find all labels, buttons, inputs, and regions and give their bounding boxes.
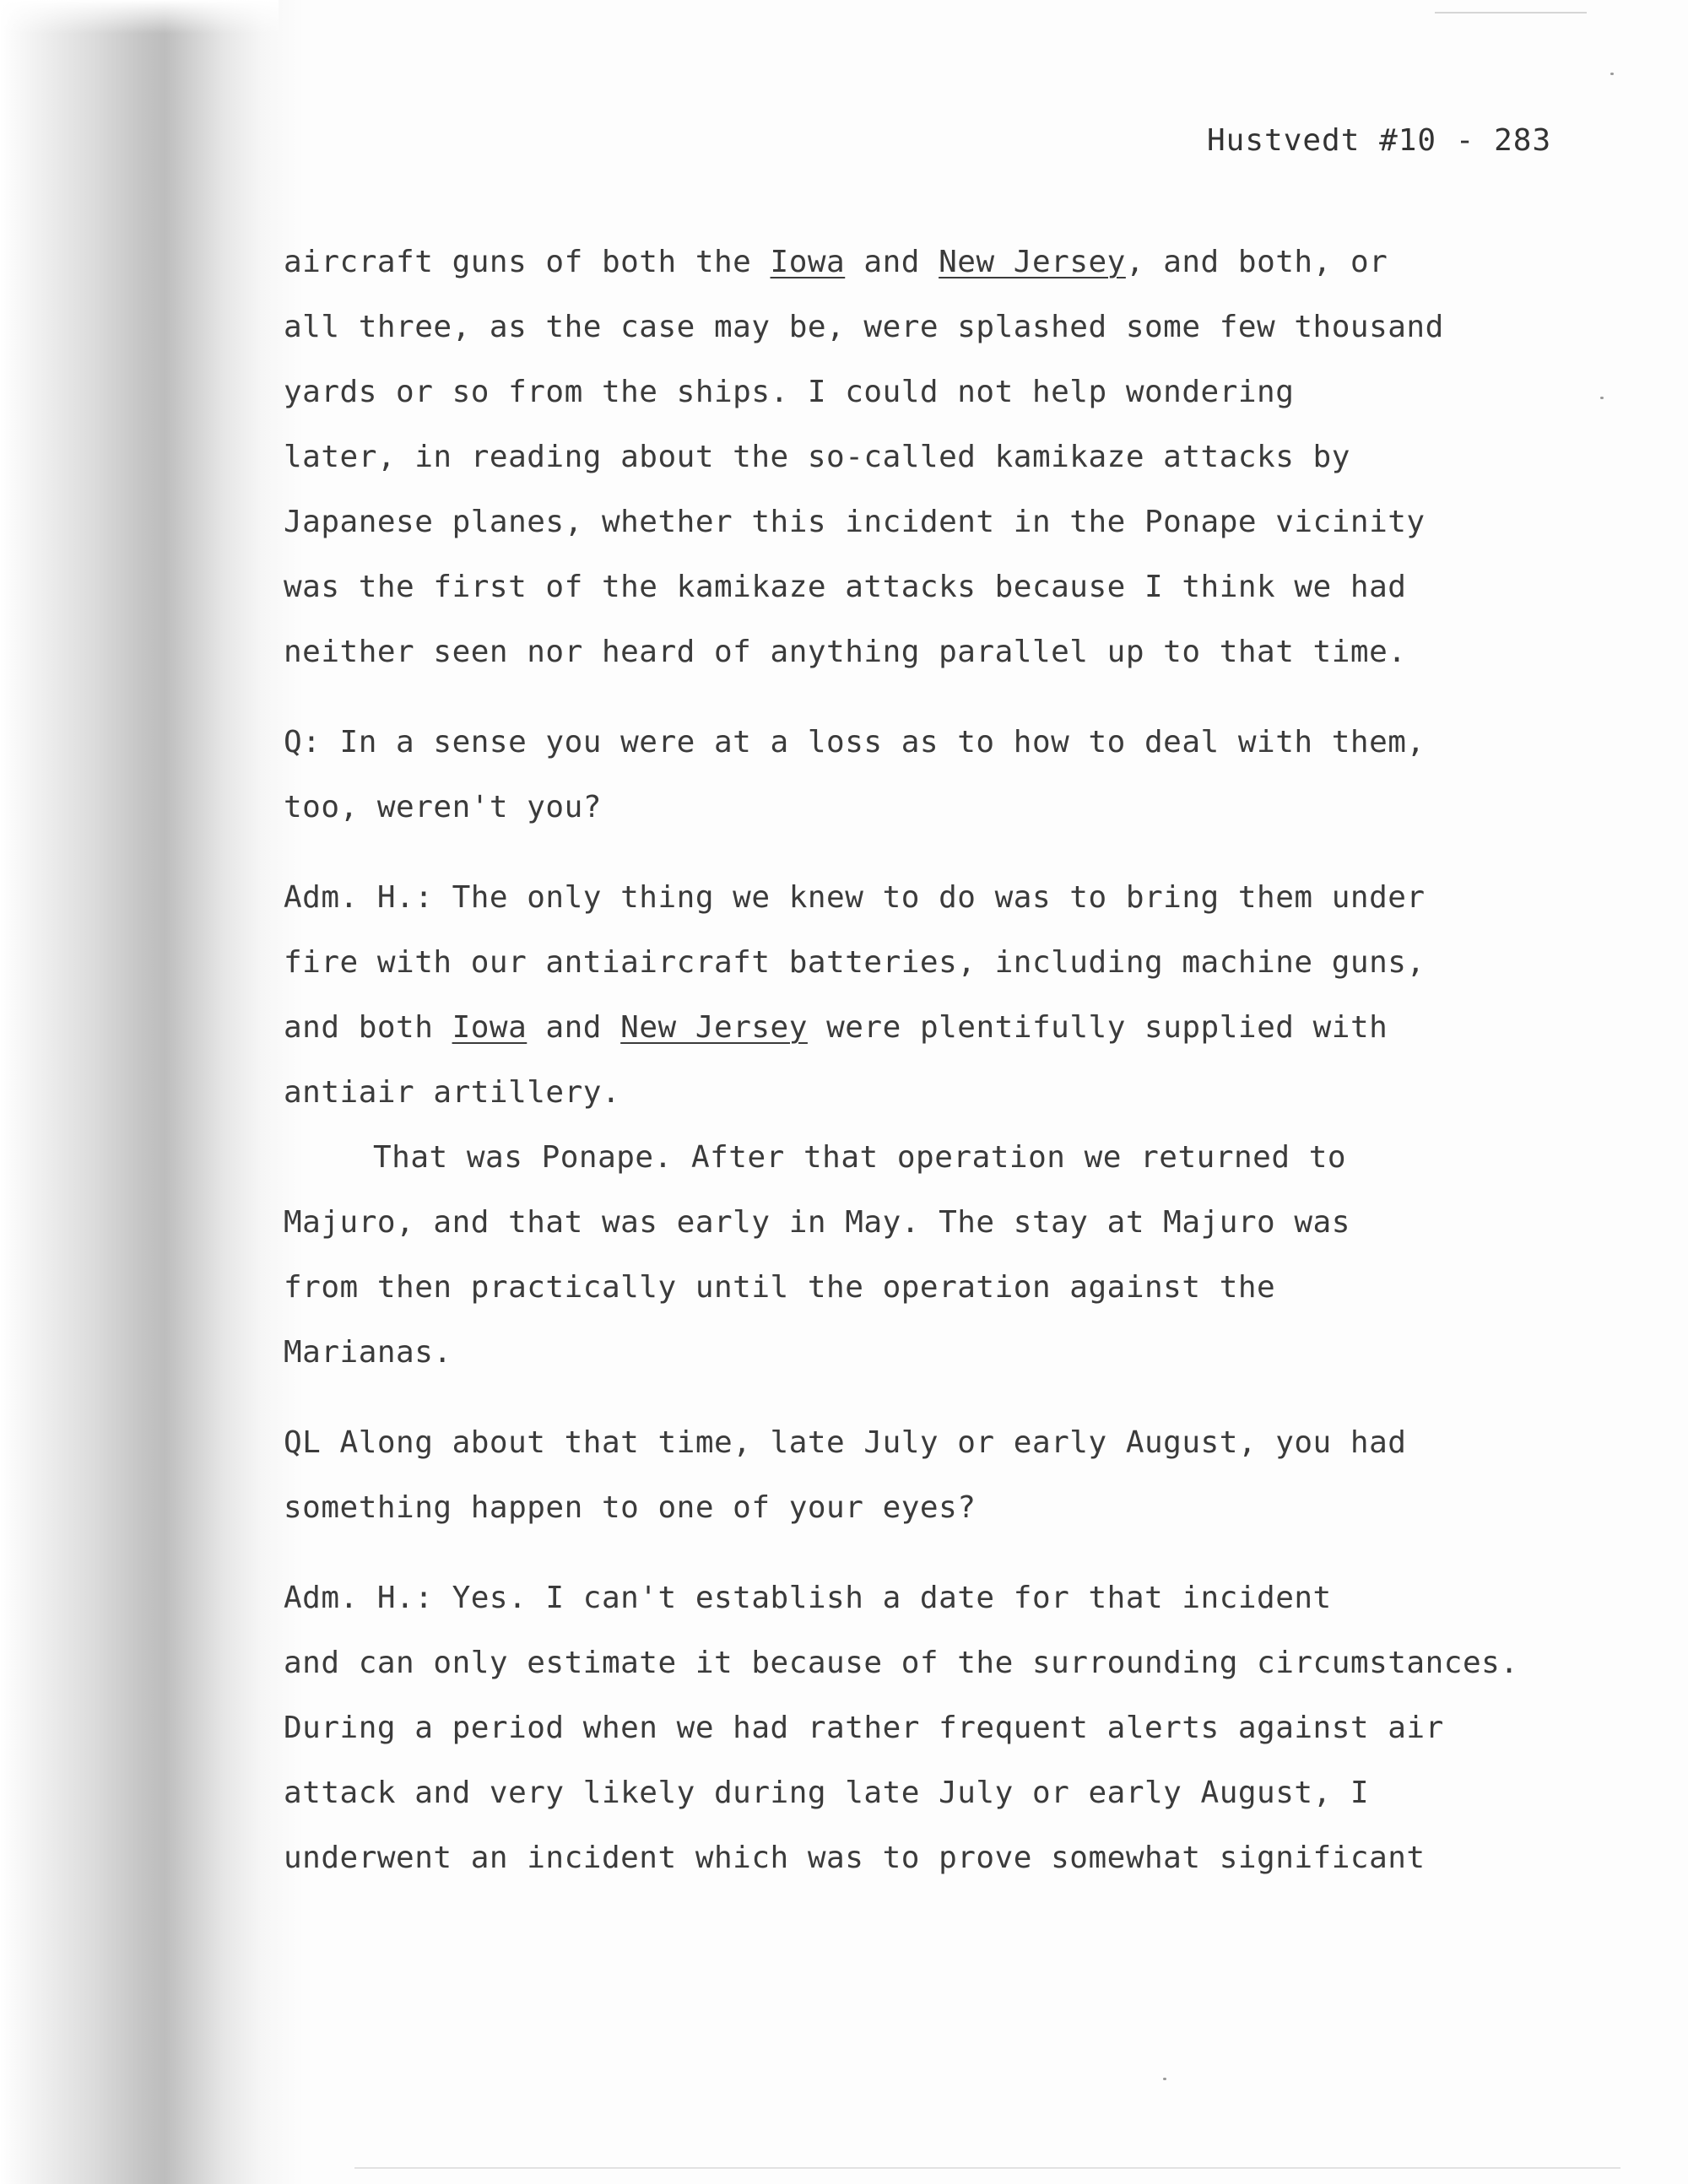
paragraph-gap	[284, 1385, 1600, 1410]
answer-line: and can only estimate it because of the surrounding circumstances.	[284, 1646, 1519, 1680]
text-line: was the first of the kamikaze attacks because I think we had	[284, 570, 1407, 604]
answer-line: Majuro, and that was early in May. The stay at Majuro was	[284, 1205, 1350, 1240]
scan-speck	[1163, 2078, 1166, 2080]
answer-line: That was Ponape. After that operation we returned to	[373, 1140, 1347, 1175]
answer-line: attack and very likely during late July or early August, I	[284, 1776, 1370, 1810]
answer-line: Marianas.	[284, 1335, 452, 1370]
answer-line: During a period when we had rather frequent alerts against air	[284, 1711, 1444, 1745]
paragraph-gap	[284, 1540, 1600, 1565]
ship-name-new-jersey: New Jersey	[620, 1010, 808, 1045]
ship-name-iowa: Iowa	[770, 245, 846, 279]
binding-shadow	[0, 0, 304, 2184]
text-span: were plentifully supplied with	[807, 1010, 1388, 1045]
transcript-body	[284, 230, 1600, 1890]
text-span: , and both, or	[1125, 245, 1388, 279]
scan-speck	[1600, 397, 1604, 399]
ship-name-new-jersey: New Jersey	[939, 245, 1126, 279]
question-line: something happen to one of your eyes?	[284, 1490, 977, 1525]
paragraph-gap	[284, 840, 1600, 865]
paragraph-gap	[284, 684, 1600, 710]
text-line: Japanese planes, whether this incident in the Ponape vicinity	[284, 505, 1426, 539]
text-span: and both	[284, 1010, 452, 1045]
answer-line: Adm. H.: Yes. I can't establish a date for that incident	[284, 1581, 1332, 1615]
text-line: later, in reading about the so-called kamikaze attacks by	[284, 440, 1350, 474]
text-span: aircraft guns of both the	[284, 245, 771, 279]
text-span: and	[845, 245, 939, 279]
answer-line: fire with our antiaircraft batteries, including machine guns,	[284, 945, 1426, 980]
text-line: all three, as the case may be, were splashed some few thousand	[284, 310, 1444, 344]
page-header: Hustvedt #10 - 283	[1207, 123, 1552, 158]
ship-name-iowa: Iowa	[452, 1010, 528, 1045]
bottom-edge-line	[354, 2167, 1620, 2169]
question-line: too, weren't you?	[284, 790, 602, 824]
binding-shadow-top	[0, 0, 279, 34]
top-edge-line	[1435, 12, 1587, 14]
text-line: neither seen nor heard of anything parallel up to that time.	[284, 635, 1407, 669]
question-line: QL Along about that time, late July or early August, you had	[284, 1425, 1407, 1460]
text-span: and	[527, 1010, 621, 1045]
question-line: Q: In a sense you were at a loss as to how to deal with them,	[284, 725, 1426, 760]
text-line: yards or so from the ships. I could not help wondering	[284, 375, 1295, 409]
scan-speck	[1610, 73, 1614, 75]
text-line	[284, 230, 1600, 295]
answer-line: Adm. H.: The only thing we knew to do was to bring them under	[284, 880, 1426, 915]
answer-line: underwent an incident which was to prove somewhat significant	[284, 1841, 1426, 1875]
answer-line	[284, 995, 1600, 1060]
answer-line: antiair artillery.	[284, 1075, 621, 1110]
answer-line: from then practically until the operation against the	[284, 1270, 1276, 1305]
